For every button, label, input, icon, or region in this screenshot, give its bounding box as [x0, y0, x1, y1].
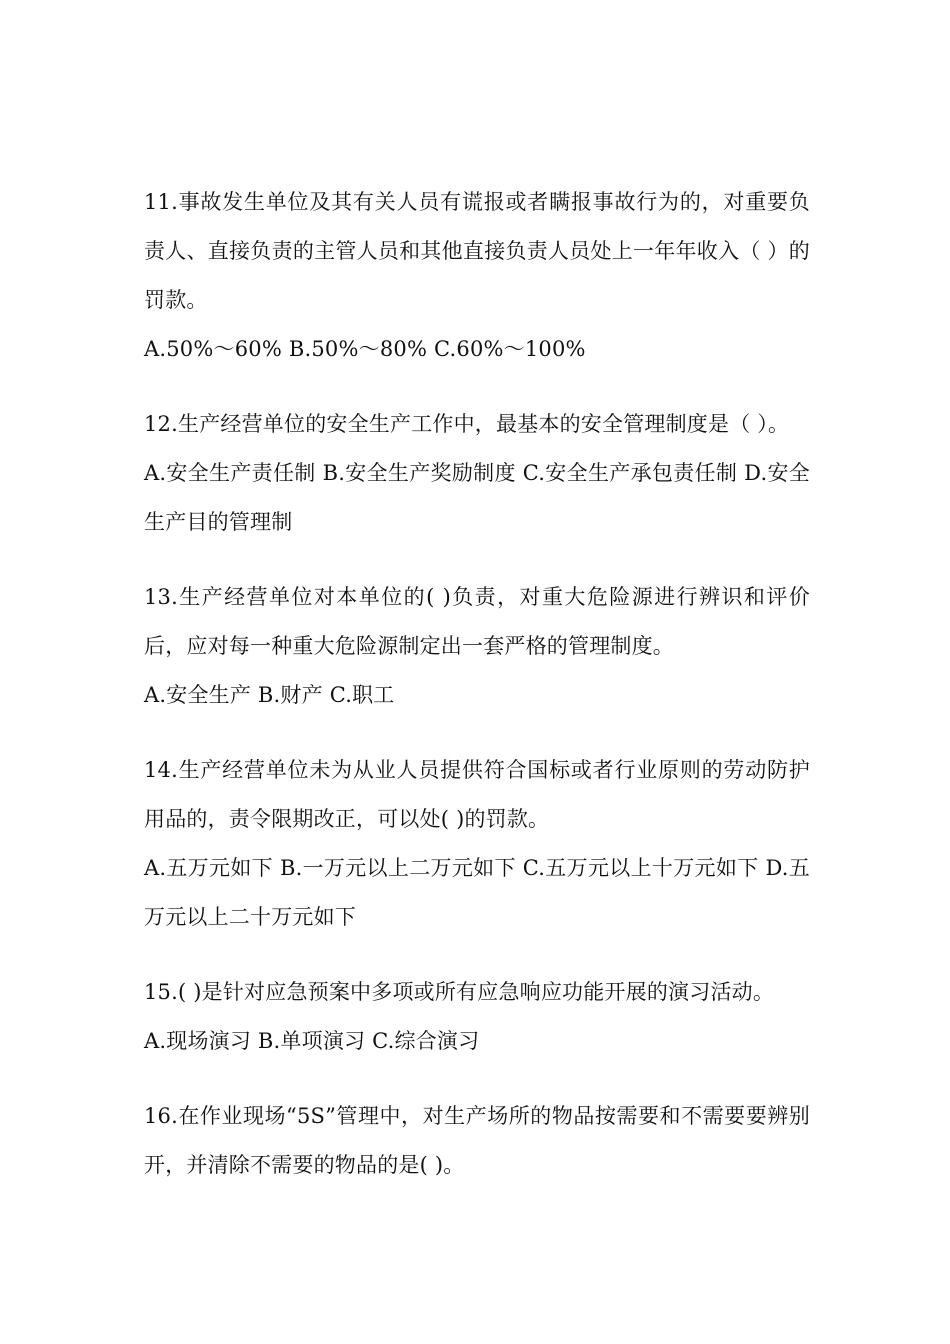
question-spacer	[144, 547, 810, 573]
question-options: A.现场演习 B.单项演习 C.综合演习	[144, 1029, 480, 1053]
question-15	[144, 968, 810, 1066]
question-text: 13.生产经营单位对本单位的( )负责，对重大危险源进行辨识和评价后，应对每一种重大危险源制定出一套严格的管理制度。	[144, 585, 810, 658]
question-14	[144, 746, 810, 942]
question-text: 11.事故发生单位及其有关人员有谎报或者瞒报事故行为的，对重要负责人、直接负责的主管人员和其他直接负责人员处上一年年收入（ ）的罚款。	[144, 190, 810, 312]
question-options: A.安全生产责任制 B.安全生产奖励制度 C.安全生产承包责任制 D.安全生产目的管理制	[144, 461, 810, 534]
question-spacer	[144, 720, 810, 746]
question-options: A.50%～60% B.50%～80% C.60%～100%	[144, 337, 586, 361]
question-16	[144, 1092, 810, 1190]
question-text: 14.生产经营单位未为从业人员提供符合国标或者行业原则的劳动防护用品的，责令限期改正，可以处( )的罚款。	[144, 758, 810, 831]
question-options: A.安全生产 B.财产 C.职工	[144, 683, 395, 707]
question-spacer	[144, 374, 810, 400]
question-text: 15.( )是针对应急预案中多项或所有应急响应功能开展的演习活动。	[144, 980, 775, 1004]
question-13	[144, 573, 810, 720]
question-12	[144, 400, 810, 547]
question-spacer	[144, 1066, 810, 1092]
question-text: 16.在作业现场“5S”管理中，对生产场所的物品按需要和不需要要辨别开，并清除不需要的物品的是( )。	[144, 1104, 810, 1177]
question-options: A.五万元如下 B.一万元以上二万元如下 C.五万元以上十万元如下 D.五万元以上二十万元如下	[144, 856, 810, 929]
question-11	[144, 178, 810, 374]
question-text: 12.生产经营单位的安全生产工作中，最基本的安全管理制度是（ ）。	[144, 412, 790, 436]
document-page	[144, 178, 810, 1190]
question-spacer	[144, 942, 810, 968]
